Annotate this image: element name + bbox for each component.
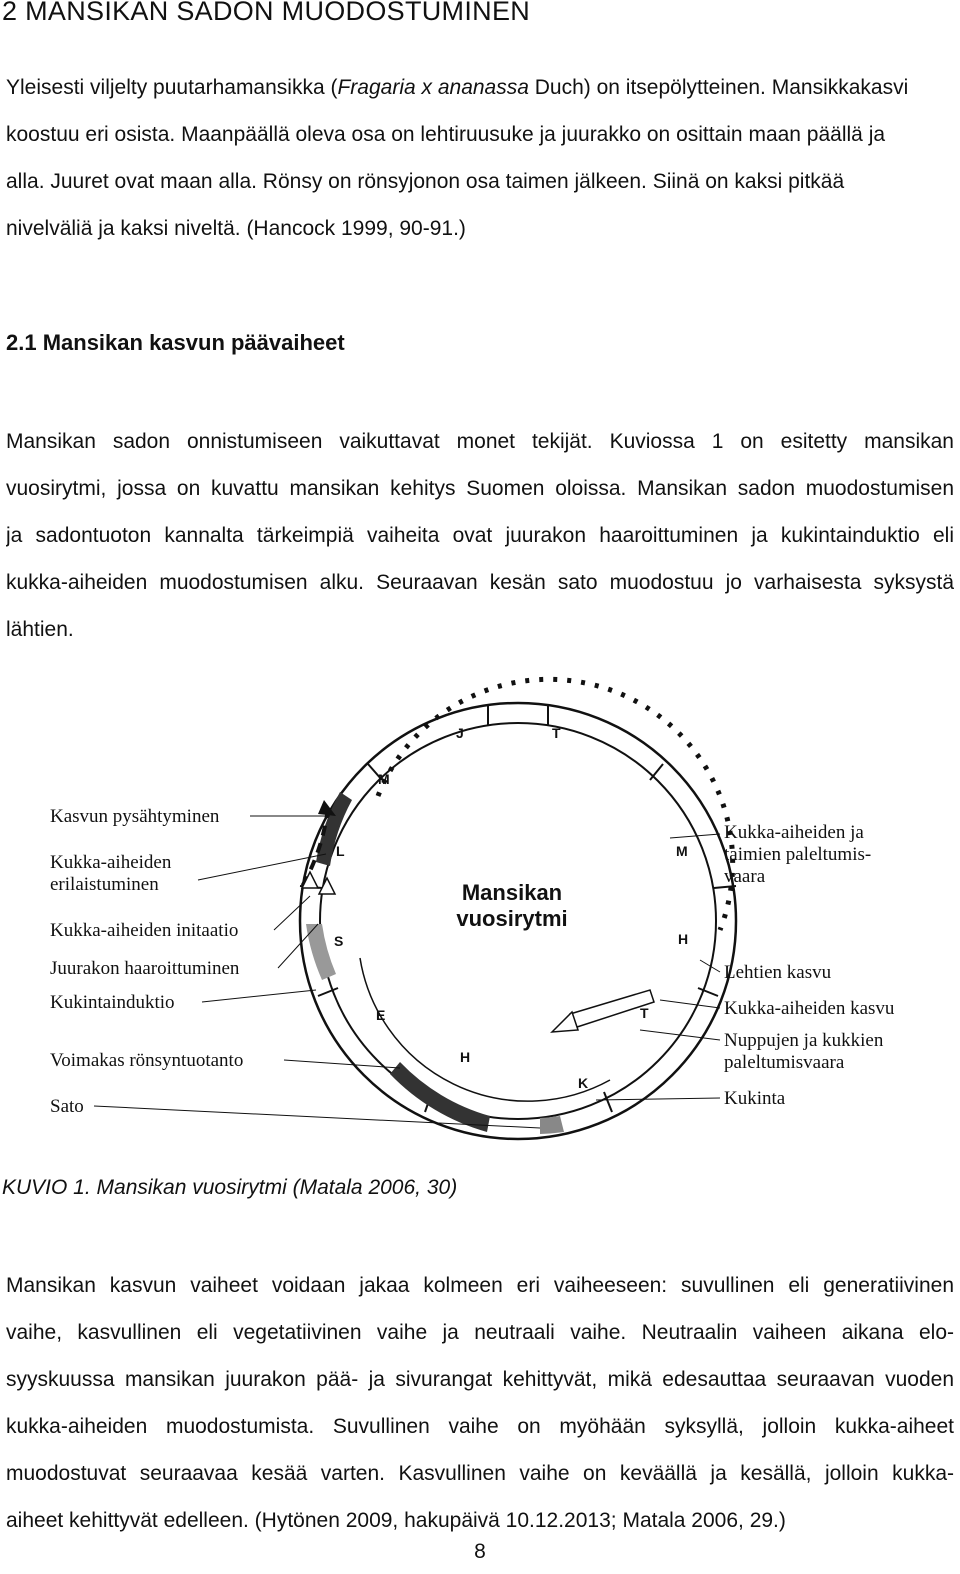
species-name: Fragaria x ananassa [337, 76, 529, 99]
paragraph-line: Mansikan kasvun vaiheet voidaan jakaa kolmeen eri vaiheeseen: suvullinen eli generatiivinen [6, 1274, 954, 1297]
cycle-diagram [0, 660, 930, 1160]
figure-caption: KUVIO 1. Mansikan vuosirytmi (Matala 2006, 30) [2, 1176, 458, 1199]
month-letter: T [552, 725, 561, 741]
left-label: Kukka-aiheiden [50, 852, 172, 873]
center-title: vuosirytmi [456, 906, 568, 931]
month-letter: M [676, 843, 688, 859]
triangle-marker [319, 878, 335, 894]
month-letter: H [460, 1049, 471, 1065]
paragraph-line: syyskuussa mansikan juurakon pää- ja sivurangat kehittyvät, mikä edesauttaa seuraavan vuoden [6, 1368, 954, 1391]
month-letter: L [336, 843, 345, 859]
right-label: vaara [724, 866, 766, 887]
left-label: Kukka-aiheiden initaatio [50, 920, 239, 941]
month-letter: J [456, 725, 464, 741]
month-letter: E [376, 1007, 386, 1023]
left-label: Kukintainduktio [50, 992, 175, 1013]
phases-paragraph [6, 1262, 954, 1544]
page-number: 8 [474, 1540, 486, 1563]
left-label: Voimakas rönsyntuotanto [50, 1050, 244, 1071]
paragraph-line: vaihe, kasvullinen eli vegetatiivinen vaihe ja neutraali vaihe. Neutraalin vaiheen aikana elo- [6, 1321, 954, 1344]
paragraph-line: ja sadontuoton kannalta tärkeimpiä vaiheita ovat juurakon haaroittuminen ja kukintainduktio eli [6, 524, 954, 547]
paragraph-line: lähtien. [6, 618, 74, 641]
paragraph-line: koostuu eri osista. Maanpäällä oleva osa on lehtiruusuke ja juurakko on osittain maan päällä ja [6, 123, 886, 146]
right-label: Nuppujen ja kukkien [724, 1030, 884, 1051]
paragraph-line: vuosirytmi, jossa on kuvattu mansikan kehitys Suomen oloissa. Mansikan sadon muodostumisen [6, 477, 954, 500]
month-letter: T [640, 1005, 649, 1021]
paragraph-line: aiheet kehittyvät edelleen. (Hytönen 2009, hakupäivä 10.12.2013; Matala 2006, 29.) [6, 1509, 786, 1532]
section-paragraph [6, 418, 954, 653]
left-label: Juurakon haaroittuminen [50, 958, 240, 979]
paragraph-line [6, 64, 954, 111]
right-label: taimien paleltumis- [724, 844, 872, 865]
text-run: Yleisesti viljelty puutarhamansikka ( [6, 76, 338, 99]
right-label: paleltumisvaara [724, 1052, 845, 1073]
month-letter: M [378, 771, 390, 787]
month-letter: S [334, 933, 344, 949]
left-label: erilaistuminen [50, 874, 159, 895]
right-label: Kukka-aiheiden ja [724, 822, 864, 843]
intro-paragraph [6, 64, 954, 252]
left-label: Sato [50, 1096, 84, 1117]
center-title: Mansikan [461, 880, 563, 905]
right-label: Lehtien kasvu [724, 962, 832, 983]
month-letter: K [578, 1075, 589, 1091]
paragraph-line: muodostuvat seuraavaa kesää varten. Kasvullinen vaihe on keväällä ja kesällä, jolloin kukka- [6, 1462, 954, 1485]
paragraph-line: kukka-aiheiden muodostumista. Suvullinen vaihe on myöhään syksyllä, jolloin kukka-aiheet [6, 1415, 954, 1438]
harvest-band [540, 1116, 564, 1134]
chapter-title: 2 MANSIKAN SADON MUODOSTUMINEN [2, 0, 531, 26]
month-letter: H [678, 931, 689, 947]
paragraph-line: nivelväliä ja kaksi niveltä. (Hancock 1999, 90-91.) [6, 217, 466, 240]
paragraph-line: alla. Juuret ovat maan alla. Rönsy on rönsyjonon osa taimen jälkeen. Siinä on kaksi pitkää [6, 170, 845, 193]
right-label: Kukinta [724, 1088, 786, 1109]
paragraph-line: kukka-aiheiden muodostumisen alku. Seuraavan kesän sato muodostuu jo varhaisesta syksystä [6, 571, 954, 594]
paragraph-line: Mansikan sadon onnistumiseen vaikuttavat monet tekijät. Kuviossa 1 on esitetty mansikan [6, 430, 954, 453]
annual-rhythm-figure [0, 660, 930, 1160]
text-run: Duch) on itsepölytteinen. Mansikkakasvi [528, 76, 909, 99]
section-heading: 2.1 Mansikan kasvun päävaiheet [6, 330, 345, 355]
left-label: Kasvun pysähtyminen [50, 806, 220, 827]
right-label: Kukka-aiheiden kasvu [724, 998, 895, 1019]
